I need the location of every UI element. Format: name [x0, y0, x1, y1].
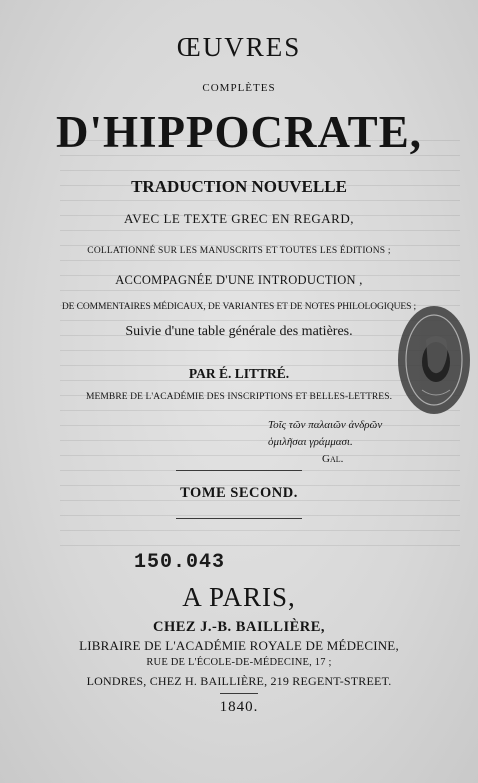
library-seal-icon	[392, 300, 472, 420]
divider-rule-bottom	[176, 518, 302, 519]
translator-name: PAR É. LITTRÉ.	[188, 366, 290, 381]
epigraph-line-1: Τοῖς τῶν παλαιῶν ἀνδρῶν	[268, 419, 383, 431]
subtitle-table: Suivie d'une table générale des matières.	[125, 324, 353, 339]
divider-rule-top	[176, 470, 302, 471]
imprint-address: RUE DE L'ÉCOLE-DE-MÉDECINE, 17 ;	[146, 657, 332, 668]
imprint-london: LONDRES, CHEZ H. BAILLIÈRE, 219 REGENT-STREET.	[86, 674, 392, 688]
subtitle-commentaires: DE COMMENTAIRES MÉDICAUX, DE VARIANTES ET DE NOTES PHILOLOGIQUES ;	[61, 302, 417, 312]
title-oeuvres: ŒUVRES	[176, 32, 302, 62]
epigraph-line-2: ὁμιλῆσαι γράμμασι.	[268, 436, 353, 448]
imprint-city: A PARIS,	[182, 582, 296, 612]
subtitle-collationne: COLLATIONNÉ SUR LES MANUSCRITS ET TOUTES LES ÉDITIONS ;	[87, 246, 391, 256]
imprint-year: 1840.	[219, 699, 259, 715]
title-completes: COMPLÈTES	[202, 82, 276, 94]
imprint-publisher: CHEZ J.-B. BAILLIÈRE,	[152, 619, 326, 635]
imprint-libraire: LIBRAIRE DE L'ACADÉMIE ROYALE DE MÉDECINE,	[79, 638, 399, 653]
translator-membre: MEMBRE DE L'ACADÉMIE DES INSCRIPTIONS ET BELLES-LETTRES.	[85, 392, 393, 402]
volume-label: TOME SECOND.	[180, 485, 298, 501]
subtitle-traduction: TRADUCTION NOUVELLE	[131, 177, 347, 196]
library-stamp-number: 150.043	[134, 551, 226, 574]
subtitle-grec: AVEC LE TEXTE GREC EN REGARD,	[124, 211, 354, 226]
epigraph-source: Gal.	[322, 453, 344, 465]
epigraph	[268, 417, 382, 468]
divider-rule-year	[220, 693, 258, 694]
subtitle-introduction: ACCOMPAGNÉE D'UNE INTRODUCTION ,	[115, 273, 363, 287]
title-author: D'HIPPOCRATE,	[56, 107, 422, 157]
